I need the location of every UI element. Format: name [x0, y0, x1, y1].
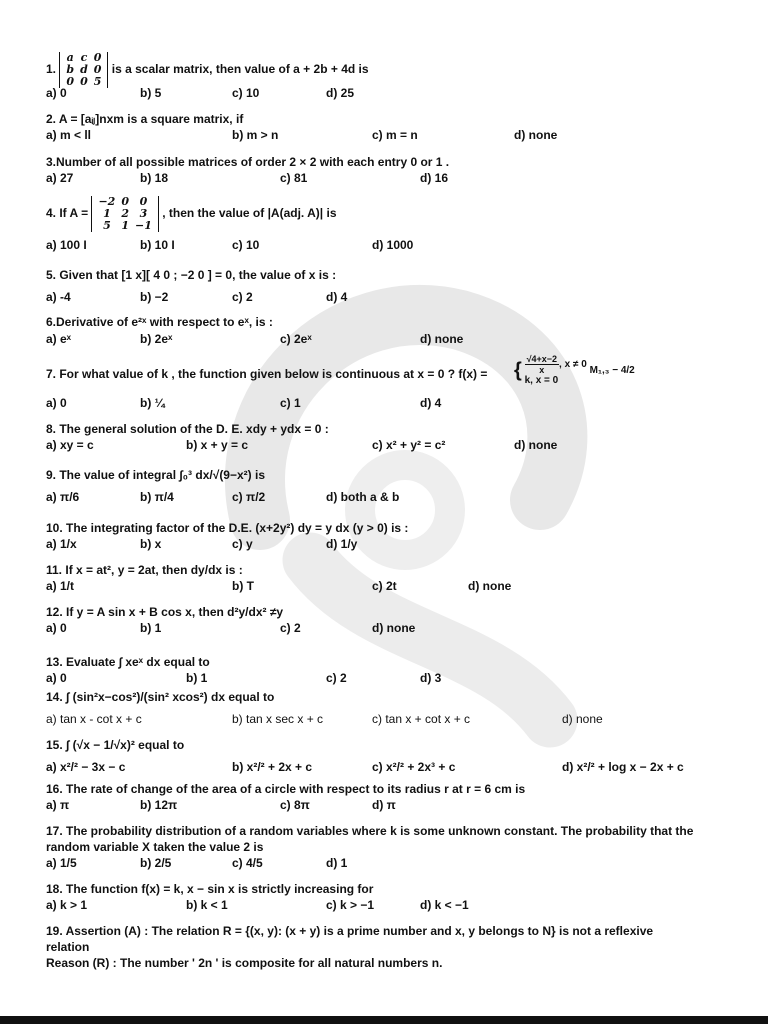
option-11d: d) none: [468, 579, 512, 593]
option-13a: a) 0: [46, 671, 67, 685]
option-12d: d) none: [372, 621, 416, 635]
question-13: 13. Evaluate ∫ xeˣ dx equal to: [46, 655, 210, 669]
question-4: 4. If A = −2 0 0 1 2 3 5 1 −1 , then the value of |A(adj. A)| is: [46, 195, 337, 232]
option-8b: b) x + y = c: [186, 438, 249, 452]
option-9b: b) π/4: [140, 490, 174, 504]
option-8a: a) xy = c: [46, 438, 94, 452]
option-9c: c) π/2: [232, 490, 266, 504]
option-11b: b) T: [232, 579, 254, 593]
option-9a: a) π/6: [46, 490, 80, 504]
option-1d: d) 25: [326, 86, 355, 100]
matrix-q4: −2 0 0 1 2 3 5 1 −1: [91, 196, 158, 232]
option-10d: d) 1/y: [326, 537, 358, 551]
option-11a: a) 1/t: [46, 579, 75, 593]
option-16c: c) 8π: [280, 798, 310, 812]
option-2a: a) m < ll: [46, 128, 92, 142]
question-3: 3.Number of all possible matrices of order 2 × 2 with each entry 0 or 1 .: [46, 155, 450, 169]
option-18a: a) k > 1: [46, 898, 88, 912]
option-16a: a) π: [46, 798, 70, 812]
option-15a: a) x²/² − 3x − c: [46, 760, 126, 774]
question-19-cont: relation: [46, 940, 90, 954]
option-14a: a) tan x - cot x + c: [46, 712, 142, 726]
option-7c: c) 1: [280, 396, 301, 410]
question-7: 7. For what value of k , the function given below is continuous at x = 0 ? f(x) =: [46, 367, 488, 381]
question-17: 17. The probability distribution of a random variables where k is some unknown constant. The probability that the: [46, 824, 694, 838]
option-3a: a) 27: [46, 171, 74, 185]
question-17-cont: random variable X taken the value 2 is: [46, 840, 264, 854]
option-14b: b) tan x sec x + c: [232, 712, 324, 726]
matrix-q1: a c 0 b d 0 0 0 5: [59, 52, 108, 88]
option-6a: a) eˣ: [46, 332, 72, 346]
question-6: 6.Derivative of e²ˣ with respect to eˣ, is :: [46, 315, 273, 329]
bottom-border: [0, 1016, 768, 1024]
option-12c: c) 2: [280, 621, 301, 635]
option-6d: d) none: [420, 332, 464, 346]
option-12b: b) 1: [140, 621, 162, 635]
option-4c: c) 10: [232, 238, 260, 252]
option-18c: c) k > −1: [326, 898, 375, 912]
option-2c: c) m = n: [372, 128, 418, 142]
question-14: 14. ∫ (sin²x−cos²)/(sin² xcos²) dx equal to: [46, 690, 275, 704]
option-1b: b) 5: [140, 86, 162, 100]
option-8c: c) x² + y² = c²: [372, 438, 446, 452]
option-10c: c) y: [232, 537, 253, 551]
option-2d: d) none: [514, 128, 558, 142]
option-14c: c) tan x + cot x + c: [372, 712, 471, 726]
question-10: 10. The integrating factor of the D.E. (x+2y²) dy = y dx (y > 0) is :: [46, 521, 409, 535]
option-17d: d) 1: [326, 856, 348, 870]
option-5d: d) 4: [326, 290, 348, 304]
question-11: 11. If x = at², y = 2at, then dy/dx is :: [46, 563, 243, 577]
option-4a: a) 100 I: [46, 238, 87, 252]
option-15b: b) x²/² + 2x + c: [232, 760, 313, 774]
option-17b: b) 2/5: [140, 856, 172, 870]
option-4b: b) 10 I: [140, 238, 175, 252]
question-2: 2. A = [aᵢⱼ]nxm is a square matrix, if: [46, 112, 244, 126]
option-6c: c) 2eˣ: [280, 332, 312, 346]
option-10b: b) x: [140, 537, 162, 551]
option-1c: c) 10: [232, 86, 260, 100]
option-5c: c) 2: [232, 290, 253, 304]
option-3c: c) 81: [280, 171, 308, 185]
option-15d: d) x²/² + log x − 2x + c: [562, 760, 684, 774]
option-16d: d) π: [372, 798, 396, 812]
option-9d: d) both a & b: [326, 490, 400, 504]
option-7b: b) ¼: [140, 396, 165, 410]
option-8d: d) none: [514, 438, 558, 452]
question-1: 1. a c 0 b d 0 0 0 5 is a scalar matrix, then value of a + 2b + 4d is: [46, 51, 369, 88]
piecewise-function: { $\frac{√4+x-2}{x}$ , x ≠ 0 k, x = 0 M₁,₃ − 4/2: [514, 354, 635, 386]
question-18: 18. The function f(x) = k, x − sin x is strictly increasing for: [46, 882, 374, 896]
option-11c: c) 2t: [372, 579, 397, 593]
option-5a: a) -4: [46, 290, 71, 304]
option-12a: a) 0: [46, 621, 67, 635]
option-7a: a) 0: [46, 396, 67, 410]
option-6b: b) 2eˣ: [140, 332, 173, 346]
option-13d: d) 3: [420, 671, 442, 685]
option-18b: b) k < 1: [186, 898, 228, 912]
option-5b: b) −2: [140, 290, 169, 304]
question-12: 12. If y = A sin x + B cos x, then d²y/dx² ≠y: [46, 605, 284, 619]
option-13c: c) 2: [326, 671, 347, 685]
option-16b: b) 12π: [140, 798, 178, 812]
option-4d: d) 1000: [372, 238, 414, 252]
question-5: 5. Given that [1 x][ 4 0 ; −2 0 ] = 0, the value of x is :: [46, 268, 337, 282]
reason-19: Reason (R) : The number ' 2n ' is composite for all natural numbers n.: [46, 956, 443, 970]
option-3d: d) 16: [420, 171, 449, 185]
option-14d: d) none: [562, 712, 603, 726]
option-7d: d) 4: [420, 396, 442, 410]
question-16: 16. The rate of change of the area of a circle with respect to its radius r at r = 6 cm is: [46, 782, 526, 796]
option-17c: c) 4/5: [232, 856, 263, 870]
question-15: 15. ∫ (√x − 1/√x)² equal to: [46, 738, 185, 752]
option-10a: a) 1/x: [46, 537, 77, 551]
option-13b: b) 1: [186, 671, 208, 685]
option-3b: b) 18: [140, 171, 169, 185]
option-17a: a) 1/5: [46, 856, 77, 870]
question-8: 8. The general solution of the D. E. xdy + ydx = 0 :: [46, 422, 329, 436]
question-9: 9. The value of integral ∫₀³ dx/√(9−x²) is: [46, 468, 265, 482]
option-18d: d) k < −1: [420, 898, 469, 912]
question-19: 19. Assertion (A) : The relation R = {(x, y): (x + y) is a prime number and x, y belongs to N} is not a reflexive: [46, 924, 654, 938]
option-2b: b) m > n: [232, 128, 279, 142]
option-1a: a) 0: [46, 86, 67, 100]
option-15c: c) x²/² + 2x³ + c: [372, 760, 456, 774]
